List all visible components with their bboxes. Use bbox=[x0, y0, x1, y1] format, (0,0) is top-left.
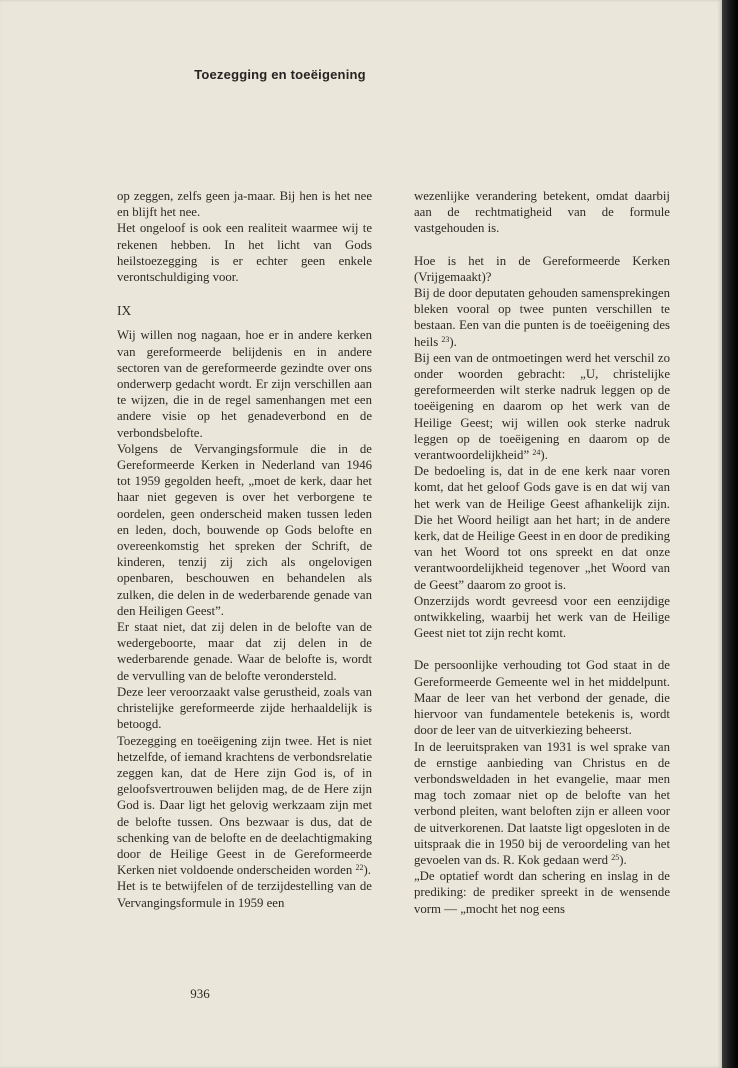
paragraph-text-end: ). bbox=[363, 863, 371, 878]
paragraph: op zeggen, zelfs geen ja-maar. Bij hen is het nee en blijft het nee. bbox=[117, 189, 372, 220]
paragraph: Hoe is het in de Gereformeerde Kerken (Vrijgemaakt)? bbox=[414, 253, 670, 284]
right-column bbox=[414, 188, 670, 917]
paragraph: wezenlijke verandering betekent, omdat daarbij aan de rechtmatigheid van de formule vastgehouden is. bbox=[414, 189, 670, 236]
footnote-ref: 22 bbox=[355, 863, 364, 873]
footnote-ref: 25 bbox=[611, 852, 620, 862]
paragraph: Volgens de Vervangingsformule die in de Gereformeerde Kerken in Nederland van 1946 tot 1959 gegolden heeft, „moet de kerk, daar het haar niet gegeven is over het verborgene te oordelen, geen onderscheid maken tussen leden en leden, doch, bouwende op Gods belofte en overeenkomstig het spreken der Schrift, de kinderen, tenzij zij zich als ongelovigen openbaren, beschouwen en behandelen als zulken, die delen in de wederbarende genade van den Heiligen Geest”. bbox=[117, 441, 372, 618]
paragraph bbox=[117, 733, 372, 879]
paragraph-text: In de leeruitspraken van 1931 is wel sprake van de ernstige aanbieding van Christus en de verbondsweldaden in het evangelie, maar men mag toch zomaar niet op de belofte van het verbond pleiten, want beloften zijn er alleen voor de uitverkorenen. Dat laatste ligt opgesloten in de uitspraak die in 1950 bij de veroordeling van het gevoelen van ds. R. Kok gedaan werd bbox=[414, 739, 670, 867]
paragraph: De persoonlijke verhouding tot God staat in de Gereformeerde Gemeente wel in het middelpunt. Maar de leer van het verbond der genade, die hiervoor van fundamentele betekenis is, wordt door de leer van de uitverkiezing beheerst. bbox=[414, 658, 670, 738]
page-edge-shadow bbox=[722, 0, 738, 1068]
paragraph bbox=[414, 350, 670, 463]
paragraph bbox=[414, 285, 670, 350]
running-header: Toezegging en toeëigening bbox=[194, 67, 366, 82]
paragraph: De bedoeling is, dat in de ene kerk naar voren komt, dat het geloof Gods gave is en dat wij van het werk van de Heilige Geest afhankelijk zijn. Die het Woord heiligt aan het hart; in de andere kerk, dat de Heilige Geest in en door de prediking van het Woord tot ons spreekt en dat onze verantwoordelijkheid tegenover „het Woord van de Geest” daarom zo groot is. bbox=[414, 464, 670, 592]
paragraph bbox=[414, 739, 670, 869]
section-heading: IX bbox=[117, 303, 132, 319]
paragraph-text-end: ). bbox=[619, 852, 627, 867]
paragraph: Deze leer veroorzaakt valse gerustheid, zoals van christelijke gereformeerde zijde herhaaldelijk is betoogd. bbox=[117, 684, 372, 732]
paragraph: Het is te betwijfelen of de terzijdestelling van de Vervangingsformule in 1959 een bbox=[117, 879, 372, 910]
paragraph: „De optatief wordt dan schering en inslag in de prediking: de prediker spreekt in de wensende vorm — „mocht het nog eens bbox=[414, 869, 670, 916]
paragraph-text-end: ). bbox=[540, 448, 548, 463]
paragraph-text: Bij een van de ontmoetingen werd het verschil zo onder woorden gebracht: „U, christelijke gereformeerden wilt sterke nadruk leggen op de toeëigening en daarom op het werk van de Heilige Geest; wij willen ook sterke nadruk leggen op de toeëigening en daarom op de verantwoordelijkheid” bbox=[414, 350, 670, 463]
left-column bbox=[117, 188, 372, 911]
paragraph: Het ongeloof is ook een realiteit waarmee wij te rekenen hebben. In het licht van Gods heilstoezegging is er echter geen enkele verontschuldiging voor. bbox=[117, 221, 372, 285]
page-number: 936 bbox=[190, 986, 210, 1001]
paragraph: Er staat niet, dat zij delen in de belofte van de wedergeboorte, maar dat zij delen in de wederbarende genade. Waar de belofte is, wordt de vervulling van de belofte verondersteld. bbox=[117, 620, 372, 683]
spacer bbox=[414, 237, 670, 253]
paragraph: Onzerzijds wordt gevreesd voor een eenzijdige ontwikkeling, waarbij het werk van de Heilige Geest niet tot zijn recht komt. bbox=[414, 593, 670, 641]
paragraph-text-end: ). bbox=[449, 334, 457, 349]
paragraph-text: Toezegging en toeëigening zijn twee. Het is niet hetzelfde, of iemand krachtens de verbondsrelatie zeggen kan, dat de Here zijn God is, of in geloofsvertrouwen belijden mag, de de Here zijn God is. Daar ligt het gelovig werkzaam zijn met de belofte tussen. Ons bezwaar is dus, dat de schenking van de belofte en de deelachtigmaking door de Heilige Geest in de Gereformeerde Kerken niet voldoende onderscheiden worden bbox=[117, 733, 372, 878]
footnote-ref: 23 bbox=[441, 334, 450, 344]
paragraph-text: Bij de door deputaten gehouden samensprekingen bleken vooral op twee punten verschillen te bestaan. Een van die punten is de toeëigening des heils bbox=[414, 286, 670, 349]
spacer bbox=[414, 641, 670, 657]
paragraph: Wij willen nog nagaan, hoe er in andere kerken van gereformeerde belijdenis en in andere sectoren van de gereformeerde gezindte over ons onderwerp gedacht wordt. Er zijn verschillen aan te wijzen, die in de regel samenhangen met een andere visie op het genadeverbond en de verbondsbelofte. bbox=[117, 328, 372, 440]
spacer bbox=[117, 285, 372, 301]
footnote-ref: 24 bbox=[532, 448, 541, 458]
